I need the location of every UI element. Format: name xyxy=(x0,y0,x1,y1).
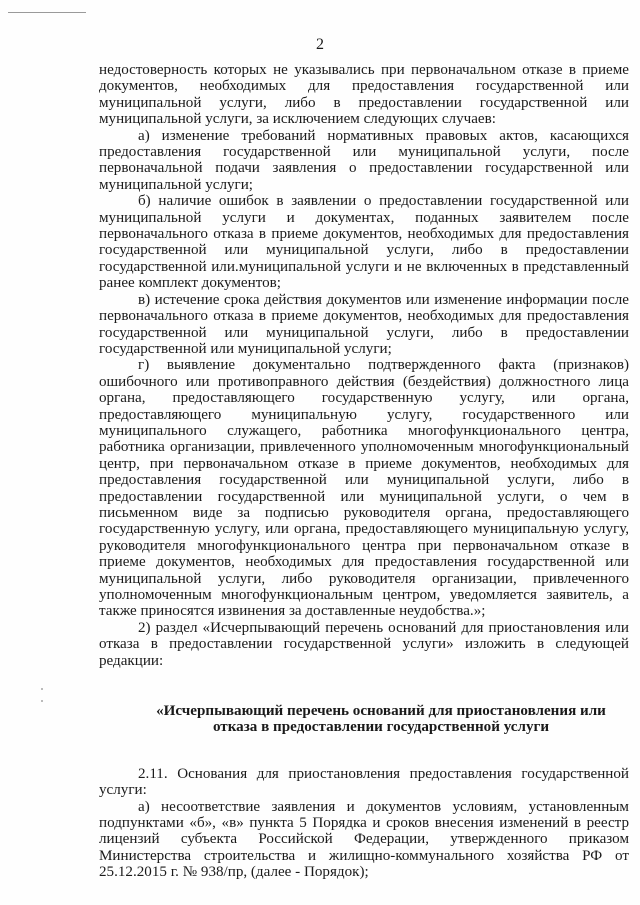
scan-artifact-dot xyxy=(41,688,43,690)
paragraph: 2) раздел «Исчерпывающий перечень оснований для приостановления или отказа в предоставлении государственной услуги» изложить в следующей редакции: xyxy=(99,619,629,669)
paragraph: а) несоответствие заявления и документов условиям, установленным подпунктами «б», «в» пункта 5 Порядка и сроков внесения изменений в реестр лицензий субъекта Российской Федерации, утвержденного приказом Министерства строительства и жилищно-коммунального хозяйства РФ от 25.12.2015 г. № 938/пр, (далее - Порядок); xyxy=(99,798,629,881)
paragraph: а) изменение требований нормативных правовых актов, касающихся предоставления государственной или муниципальной услуги, после первоначальной подачи заявления о предоставлении государственной или муниципальной услуги; xyxy=(99,127,629,193)
scan-artifact-dot xyxy=(41,700,43,702)
scan-artifact-line xyxy=(8,12,86,13)
page-number: 2 xyxy=(316,36,324,53)
document-body xyxy=(99,62,629,881)
paragraph: недостоверность которых не указывались при первоначальном отказе в приеме документов, необходимых для предоставления государственной или муниципальной услуги, либо в предоставлении государственной или муниципальной услуги, за исключением следующих случаев: xyxy=(99,62,629,128)
section-heading: «Исчерпывающий перечень оснований для приостановления или отказа в предоставлении государственной услуги xyxy=(156,703,606,736)
paragraph: б) наличие ошибок в заявлении о предоставлении государственной или муниципальной услуги и документах, поданных заявителем после первоначального отказа в приеме документов, необходимых для предоставления государственной или муниципальной услуги, либо в предоставлении государственной или.муниципальной услуги и не включенных в представленный ранее комплект документов; xyxy=(99,193,629,292)
paragraph: в) истечение срока действия документов или изменение информации после первоначального отказа в приеме документов, необходимых для предоставления государственной или муниципальной услуги, либо в предоставлении государственной или муниципальной услуги; xyxy=(99,291,629,357)
paragraph: 2.11. Основания для приостановления предоставления государственной услуги: xyxy=(99,765,629,799)
paragraph: г) выявление документально подтвержденного факта (признаков) ошибочного или противоправного действия (бездействия) должностного лица органа, предоставляющего государственную услугу, или органа, предоставляющего муниципальную услугу, государственного или муниципального служащего, работника многофункционального центра, работника организации, привлеченного уполномоченным многофункциональный центр, при первоначальном отказе в приеме документов, необходимых для предоставления государственной или муниципальной услуги, либо в предоставлении государственной или муниципальной услуги, о чем в письменном виде за подписью руководителя органа, предоставляющего государственную услугу, или органа, предоставляющего муниципальную услугу, руководителя многофункционального центра при первоначальном отказе в приеме документов, необходимых для предоставления государственной или муниципальной услуги, либо руководителя организации, привлеченного уполномоченным многофункциональным центром, уведомляется заявитель, а также приносятся извинения за доставленные неудобства.»; xyxy=(99,357,629,620)
